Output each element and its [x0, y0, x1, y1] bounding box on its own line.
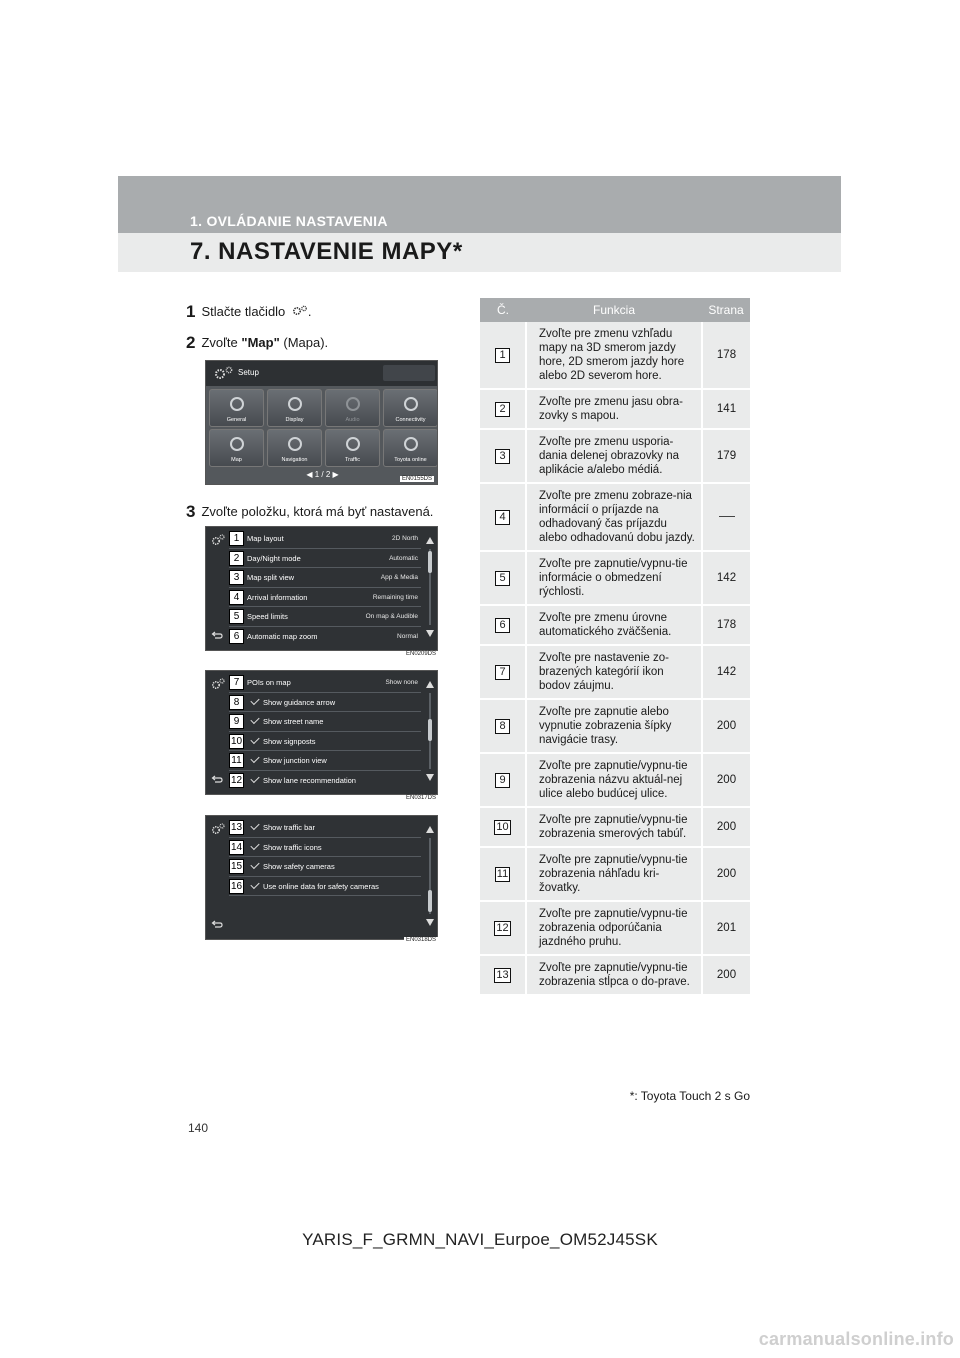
list-item[interactable]: 13 Show traffic bar: [229, 818, 421, 838]
table-row: 10 Zvoľte pre zapnutie/vypnu-tie zobrazenia smerových tabúľ. 200: [480, 807, 750, 847]
list-item[interactable]: 9 Show street name: [229, 712, 421, 732]
tile-map[interactable]: Map: [209, 429, 264, 467]
map-icon: [230, 437, 244, 451]
tile-audio[interactable]: Audio: [325, 389, 380, 427]
setup-gear-icon: [211, 534, 225, 546]
list-item[interactable]: 16 Use online data for safety cameras: [229, 877, 421, 897]
check-icon[interactable]: [250, 840, 259, 849]
display-icon: [288, 397, 302, 411]
list-item[interactable]: 7 POIs on map Show none: [229, 673, 421, 693]
navigation-icon: [288, 437, 302, 451]
check-icon[interactable]: [250, 715, 259, 724]
map-settings-screen-3: [205, 815, 438, 940]
function-table: [480, 298, 750, 996]
page-title: 7. NASTAVENIE MAPY*: [190, 238, 463, 265]
tile-display[interactable]: Display: [267, 389, 322, 427]
no-page-dash: [719, 516, 735, 517]
footnote: *: Toyota Touch 2 s Go: [629, 1089, 750, 1103]
image-code: EN0318DS: [404, 937, 957, 1356]
scroll-down-icon[interactable]: [426, 774, 434, 781]
tile-traffic[interactable]: Traffic: [325, 429, 380, 467]
setup-screen-image: [205, 360, 438, 485]
status-area: [383, 365, 435, 381]
scrollbar-thumb[interactable]: [428, 719, 432, 741]
map-keyword: "Map": [241, 335, 280, 350]
check-icon[interactable]: [250, 754, 259, 763]
list-item[interactable]: 10 Show signposts: [229, 732, 421, 752]
back-icon[interactable]: [211, 920, 223, 929]
scroll-up-icon[interactable]: [426, 537, 434, 544]
back-icon[interactable]: [211, 775, 223, 784]
section-label: 1. OVLÁDANIE NASTAVENIA: [190, 213, 388, 229]
setup-gear-icon: [213, 366, 235, 380]
column-header-page: Strana: [708, 303, 744, 317]
list-item[interactable]: 4 Arrival information Remaining time: [229, 588, 421, 608]
table-row: 8 Zvoľte pre zapnutie alebo vypnutie zobrazenia šípky navigácie trasy. 200: [480, 699, 750, 753]
scroll-down-icon[interactable]: [426, 919, 434, 926]
table-row: 7 Zvoľte pre nastavenie zo-brazených kategórií ikon bodov záujmu. 142: [480, 645, 750, 699]
check-icon[interactable]: [250, 734, 259, 743]
setup-gear-icon: [292, 305, 308, 317]
tile-navigation[interactable]: Navigation: [267, 429, 322, 467]
setup-gear-icon: [211, 678, 225, 690]
table-header: [480, 298, 750, 322]
table-row: 4 Zvoľte pre zmenu zobraze-nia informácií o príjazde na odhadovaný čas príjazdu alebo odhadovanú dobu jazdy.: [480, 483, 750, 551]
section-header-band: [118, 176, 841, 272]
list-item[interactable]: 8 Show guidance arrow: [229, 693, 421, 713]
table-row: 13 Zvoľte pre zapnutie/vypnu-tie zobrazenia stĺpca o do-prave. 200: [480, 955, 750, 995]
traffic-icon: [346, 437, 360, 451]
page-number: 140: [188, 1121, 209, 1135]
list-item[interactable]: 5 Speed limits On map & Audible: [229, 607, 421, 627]
list-item[interactable]: 2 Day/Night mode Automatic: [229, 549, 421, 569]
scrollbar-thumb[interactable]: [428, 551, 432, 573]
list-item[interactable]: 15 Show safety cameras: [229, 857, 421, 877]
table-row: 6 Zvoľte pre zmenu úrovne automatického zväčšenia. 178: [480, 605, 750, 645]
tile-general[interactable]: General: [209, 389, 264, 427]
list-item[interactable]: 1 Map layout 2D North: [229, 529, 421, 549]
table-row: 2 Zvoľte pre zmenu jasu obra-zovky s mapou. 141: [480, 389, 750, 429]
check-icon[interactable]: [250, 695, 259, 704]
general-icon: [230, 397, 244, 411]
watermark[interactable]: carmanualsonline.info: [758, 1329, 954, 1349]
step-number: 1: [186, 302, 196, 321]
image-code: EN0317DS: [404, 795, 957, 1356]
table-row: 3 Zvoľte pre zmenu usporia-dania delenej obrazovky na aplikácie a/alebo médiá. 179: [480, 429, 750, 483]
audio-icon: [346, 397, 360, 411]
setup-gear-icon: [211, 823, 225, 835]
scroll-up-icon[interactable]: [426, 681, 434, 688]
list-item[interactable]: 11 Show junction view: [229, 751, 421, 771]
image-code: EN0209DS: [404, 651, 957, 1356]
table-row: 11 Zvoľte pre zapnutie/vypnu-tie zobrazenia náhľadu kri-žovatky. 200: [480, 847, 750, 901]
column-header-num: Č.: [497, 303, 509, 317]
document-code: YARIS_F_GRMN_NAVI_Eurpoe_OM52J45SK: [302, 1230, 658, 1249]
connectivity-icon: [404, 397, 418, 411]
column-header-function: Funkcia: [592, 303, 636, 317]
list-item[interactable]: 12 Show lane recommendation: [230, 774, 356, 786]
check-icon[interactable]: [250, 879, 259, 888]
scroll-down-icon[interactable]: [426, 630, 434, 637]
step-1: 1 Stlačte tlačidlo .: [186, 302, 312, 321]
list-item[interactable]: 3 Map split view App & Media: [229, 568, 421, 588]
map-settings-screen-2: [205, 670, 438, 795]
step-2: 2 Zvoľte "Map" (Mapa).: [186, 333, 329, 352]
toyota-online-icon: [404, 437, 418, 451]
image-code: EN0155DS: [401, 476, 432, 482]
page-indicator[interactable]: ◀ 1 / 2 ▶: [306, 470, 339, 479]
list-item[interactable]: 6 Automatic map zoom Normal: [229, 627, 421, 647]
list-item[interactable]: 14 Show traffic icons: [229, 838, 421, 858]
tile-toyota-online[interactable]: Toyota online: [383, 429, 438, 467]
scroll-up-icon[interactable]: [426, 826, 434, 833]
back-icon[interactable]: [211, 631, 223, 640]
check-icon[interactable]: [250, 773, 259, 782]
tile-connectivity[interactable]: Connectivity: [383, 389, 438, 427]
setup-title: Setup: [238, 368, 259, 377]
check-icon[interactable]: [250, 860, 259, 869]
scrollbar-thumb[interactable]: [428, 890, 432, 912]
table-row: 1 Zvoľte pre zmenu vzhľadu mapy na 3D smerom jazdy hore, 2D smerom jazdy hore alebo 2D severom hore. 178: [480, 322, 750, 389]
check-icon[interactable]: [250, 821, 259, 830]
table-row: 5 Zvoľte pre zapnutie/vypnu-tie informácie o obmedzení rýchlosti. 142: [480, 551, 750, 605]
step-text: Stlačte tlačidlo: [201, 304, 286, 319]
table-row: 9 Zvoľte pre zapnutie/vypnu-tie zobrazenia názvu aktuál-nej ulice alebo budúcej ulice. 200: [480, 753, 750, 807]
map-settings-screen-1: [205, 526, 438, 651]
step-3: 3 Zvoľte položku, ktorá má byť nastavená.: [186, 502, 434, 521]
table-row: 12 Zvoľte pre zapnutie/vypnu-tie zobrazenia odporúčania jazdného pruhu. 201: [480, 901, 750, 955]
